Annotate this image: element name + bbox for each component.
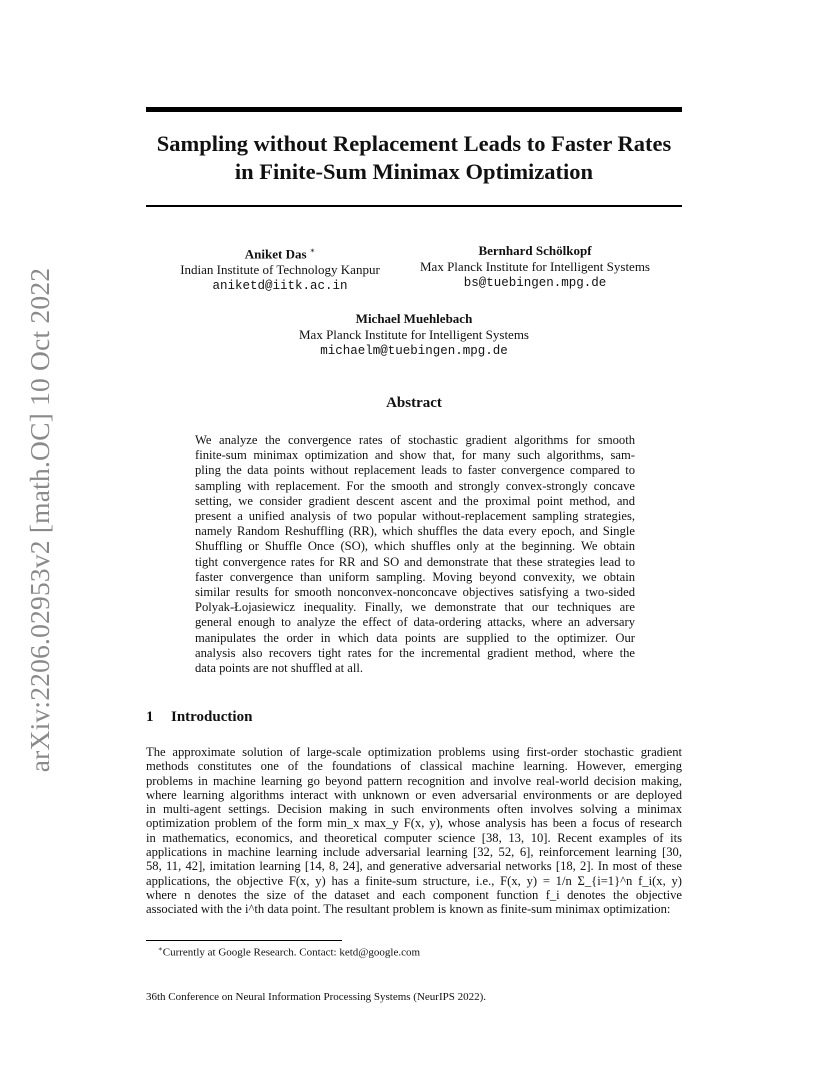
abstract-line: faster convergence than uniform sampling. Moving beyond convexity, we obtain bbox=[195, 569, 635, 584]
intro-line: applications in machine learning include adversarial learning [32, 52, 6], reinforcement learning [30, bbox=[146, 845, 682, 860]
section-number: 1 bbox=[146, 709, 154, 725]
abstract-line: similar results for smooth nonconvex-nonconcave objectives satisfying a two-sided bbox=[195, 585, 635, 600]
author-affiliation-1: Indian Institute of Technology Kanpur bbox=[180, 262, 380, 278]
conference-note: 36th Conference on Neural Information Processing Systems (NeurIPS 2022). bbox=[146, 991, 487, 1003]
title-line-2: in Finite-Sum Minimax Optimization bbox=[234, 159, 594, 184]
title-line-1: Sampling without Replacement Leads to Faster Rates bbox=[156, 131, 672, 156]
paper-title bbox=[146, 130, 682, 186]
arxiv-identifier bbox=[18, 267, 62, 773]
intro-line: where n denotes the size of the dataset and each component function f_i denotes the objective bbox=[146, 887, 682, 902]
author-affiliation-3: Max Planck Institute for Intelligent Systems bbox=[299, 327, 529, 342]
abstract-line: namely Random Reshuffling (RR), which shuffles the data every epoch, and Single bbox=[195, 524, 635, 539]
abstract-heading: Abstract bbox=[386, 395, 442, 411]
title-top-rule bbox=[146, 107, 682, 112]
intro-line: optimization problem of the form min_x max_y F(x, y), whose analysis has been a focus of research bbox=[146, 816, 682, 831]
intro-line: in mathematics, economics, and theoretical computer science [38, 13, 10]. Recent examples of its bbox=[146, 830, 682, 845]
intro-line: where learning algorithms interact with unknown or even adversarial environments or are deployed bbox=[146, 787, 682, 802]
footnote-rule bbox=[146, 940, 342, 941]
abstract-line: analysis also recovers tight rates for the incremental gradient method, where the bbox=[195, 645, 635, 660]
intro-line: The approximate solution of large-scale optimization problems using first-order stochastic gradient bbox=[146, 745, 682, 759]
author-name-1: Aniket Das bbox=[244, 246, 307, 262]
intro-line: associated with the i^th data point. The resultant problem is known as finite-sum minimax optimization: bbox=[146, 902, 671, 917]
author-name-3: Michael Muehlebach bbox=[355, 311, 473, 326]
author-block-1 bbox=[160, 243, 400, 294]
title-bottom-rule bbox=[146, 205, 682, 207]
author-email-3: michaelm@tuebingen.mpg.de bbox=[320, 344, 508, 358]
abstract-line: Polyak-Łojasiewicz inequality. Finally, we demonstrate that our techniques are bbox=[195, 600, 635, 615]
abstract-line: general enough to analyze the effect of data-ordering attacks, where an adversary bbox=[195, 615, 635, 630]
abstract-line: setting, we consider gradient descent ascent and the proximal point method, and bbox=[195, 493, 635, 508]
intro-line: 58, 11, 42], imitation learning [14, 8, 24], and generative adversarial networks [18, 2]. In most of these bbox=[146, 859, 682, 874]
abstract-line: data points are not shuffled at all. bbox=[195, 661, 363, 676]
arxiv-identifier-text: arXiv:2206.02953v2 [math.OC] 10 Oct 2022 bbox=[24, 267, 55, 773]
abstract-line: finite-sum minimax optimization and show that, for many such algorithms, sam- bbox=[195, 448, 635, 463]
author-affiliation-2: Max Planck Institute for Intelligent Systems bbox=[420, 259, 650, 274]
author-email-1: aniketd@iitk.ac.in bbox=[212, 279, 348, 294]
author-footnote-mark: ∗ bbox=[309, 246, 316, 255]
abstract-line: We analyze the convergence rates of stochastic gradient algorithms for smooth bbox=[195, 433, 635, 447]
footnote-text: Currently at Google Research. Contact: ketd@google.com bbox=[162, 946, 421, 959]
intro-line: in multi-agent settings. Decision making in such environments often involves solving a minimax bbox=[146, 802, 682, 817]
footnote-mark: ∗ bbox=[158, 945, 163, 953]
author-email-2: bs@tuebingen.mpg.de bbox=[463, 276, 607, 290]
abstract-line: pling the data points without replacement leads to faster convergence compared to bbox=[195, 463, 635, 478]
abstract-line: manipulates the order in which data points are supplied to the optimizer. Our bbox=[195, 630, 635, 645]
author-name-2: Bernhard Schölkopf bbox=[478, 243, 592, 258]
abstract-line: present a unified analysis of two popular without-replacement sampling strategies, bbox=[195, 509, 635, 524]
section-title: Introduction bbox=[171, 709, 253, 725]
abstract-body bbox=[195, 433, 635, 676]
author-block-2 bbox=[400, 243, 670, 291]
intro-line: methods constitutes one of the foundations of classical machine learning. However, emerging bbox=[146, 759, 682, 774]
intro-line: applications, the objective F(x, y) has a finite-sum structure, i.e., F(x, y) = 1/n Σ_{i=1}^n f_i(x, y) bbox=[146, 873, 682, 888]
intro-line: problems in machine learning go beyond pattern recognition and involve real-world decision making, bbox=[146, 773, 682, 788]
abstract-line: sampling with replacement. For the smooth and strongly convex-strongly concave bbox=[195, 478, 635, 493]
footnote bbox=[158, 945, 420, 959]
abstract-line: tight convergence rates for RR and SO and demonstrate that these strategies lead to bbox=[195, 554, 635, 569]
introduction-body bbox=[146, 745, 682, 917]
abstract-line: Shuffling or Shuffle Once (SO), which shuffles only at the beginning. We obtain bbox=[195, 539, 635, 554]
author-block-3 bbox=[264, 311, 564, 359]
